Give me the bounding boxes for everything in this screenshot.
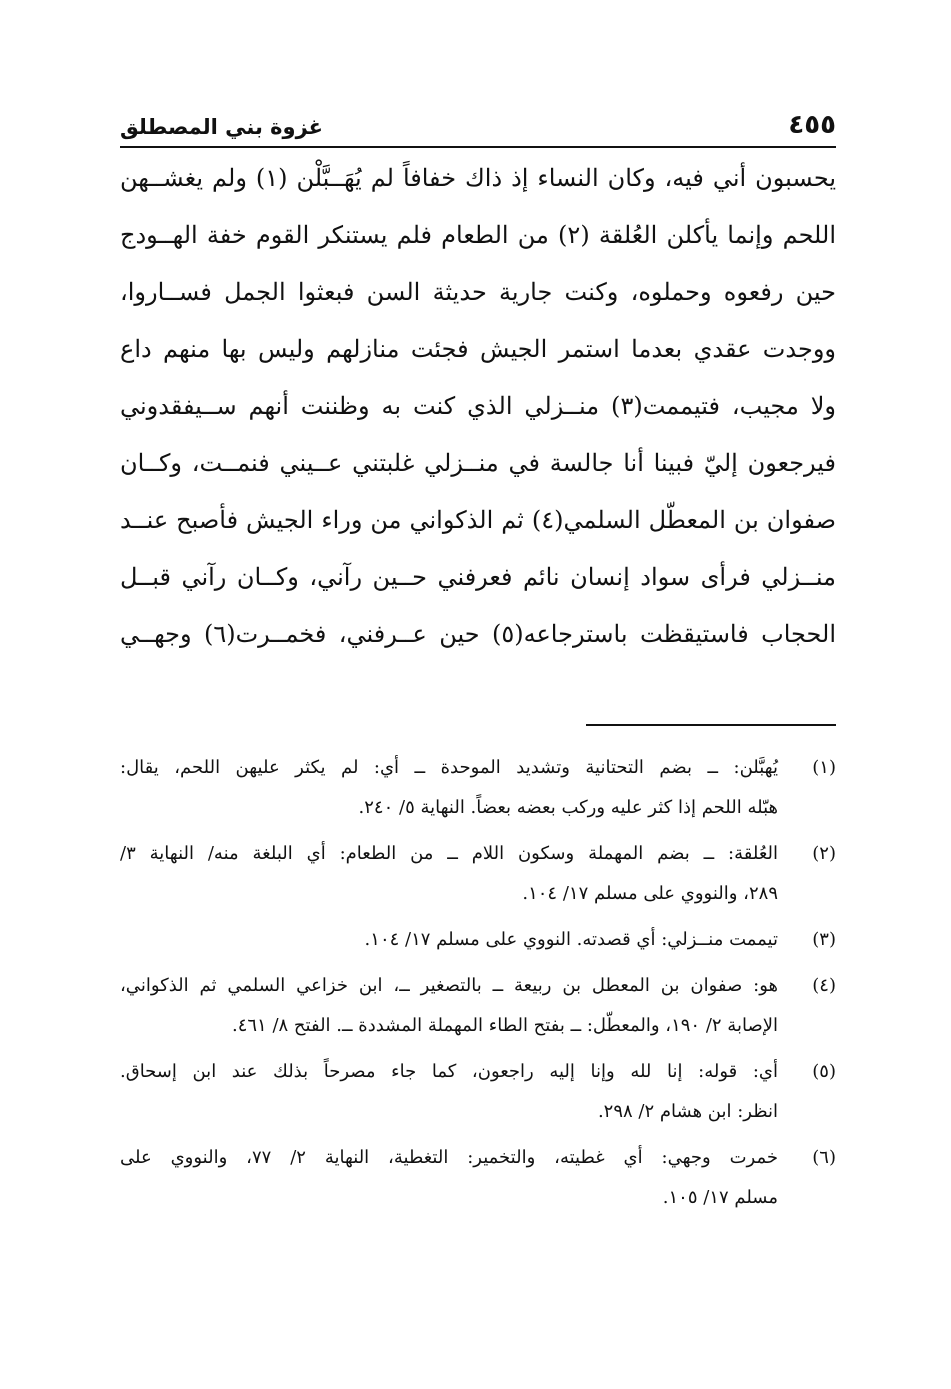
footnote-line: هو: صفوان بن المعطل بن ربيعة ــ بالتصغير ــ، ابن خزاعي السلمي ثم الذكواني، (120, 975, 778, 996)
footnote-line: ٢٨٩، والنووي على مسلم ١٧/ ١٠٤. (522, 883, 778, 904)
footnote-line: أي: قوله: إنا لله وإنا إليه راجعون، كما جاء مصرحاً بذلك عند ابن إسحاق. (120, 1061, 778, 1082)
footnote-line: يُهبَّلن: ــ بضم التحتانية وتشديد الموحدة ــ أي: لم يكثر عليهن اللحم، يقال: (120, 757, 778, 778)
footnote-4 (120, 966, 836, 1046)
page-header (120, 108, 836, 144)
footnote-3 (120, 920, 836, 960)
body-line: يحسبون أني فيه، وكان النساء إذ ذاك خفافاً لم يُهَــبَّلْن (١) ولم يغشــهن (120, 164, 837, 192)
footnote-1 (120, 748, 836, 828)
footnote-line: مسلم ١٧/ ١٠٥. (662, 1187, 778, 1208)
footnote-5 (120, 1052, 836, 1132)
footnotes (120, 748, 836, 1224)
footnote-number: (١) (812, 757, 836, 778)
footnote-number: (٤) (812, 975, 836, 996)
footnote-6 (120, 1138, 836, 1218)
body-line: فيرجعون إليّ فبينا أنا جالسة في منــزلي غلبتني عــيني فنمــت، وكــان (120, 449, 836, 477)
footnote-number: (٦) (812, 1147, 836, 1168)
footnote-line: تيممت منــزلي: أي قصدته. النووي على مسلم ١٧/ ١٠٤. (364, 929, 778, 950)
footnote-line: هبّله اللحم إذا كثر عليه وركب بعضه بعضاً. النهاية ٥/ ٢٤٠. (358, 797, 778, 818)
page-number: ٤٥٥ (788, 110, 836, 140)
body-line: اللحم وإنما يأكلن العُلقة (٢) من الطعام فلم يستنكر القوم خفة الهــودج (120, 221, 836, 249)
footnote-line: انظر: ابن هشام ٢/ ٢٩٨. (597, 1101, 778, 1122)
body-line: منــزلي فرأى سواد إنسان نائم فعرفني حــين رآني، وكــان رآني قبــل (120, 563, 836, 591)
footnote-2 (120, 834, 836, 914)
footnote-line: خمرت وجهي: أي غطيته، والتخمير: التغطية، النهاية ٢/ ٧٧، والنووي على (120, 1147, 778, 1168)
footnote-number: (٣) (812, 929, 836, 950)
body-line: ووجدت عقدي بعدما استمر الجيش فجئت منازلهم وليس بها منهم داع (120, 335, 836, 363)
footnote-number: (٥) (812, 1061, 836, 1082)
footnote-separator (586, 724, 836, 726)
running-title: غزوة بني المصطلق (120, 115, 323, 139)
body-text (120, 150, 836, 663)
body-line: ولا مجيب، فتيممت(٣) منــزلي الذي كنت به وظننت أنهم ســيفقدوني (120, 392, 837, 420)
footnote-line: العُلقة: ــ بضم المهملة وسكون اللام ــ من الطعام: أي البلغة منه/ النهاية ٣/ (120, 843, 778, 864)
body-line: الحجاب فاستيقظت باسترجاعه(٥) حين عــرفني، فخمــرت(٦) وجهــي (120, 620, 836, 648)
footnote-number: (٢) (812, 843, 836, 864)
header-rule (120, 146, 836, 148)
body-line: صفوان بن المعطّل السلمي(٤) ثم الذكواني من وراء الجيش فأصبح عنــد (120, 506, 836, 534)
footnote-line: الإصابة ٢/ ١٩٠، والمعطّل: ــ بفتح الطاء المهملة المشددة ــ. الفتح ٨/ ٤٦١. (231, 1015, 778, 1036)
body-line: حين رفعوه وحملوه، وكنت جارية حديثة السن فبعثوا الجمل فســاروا، (120, 278, 836, 306)
